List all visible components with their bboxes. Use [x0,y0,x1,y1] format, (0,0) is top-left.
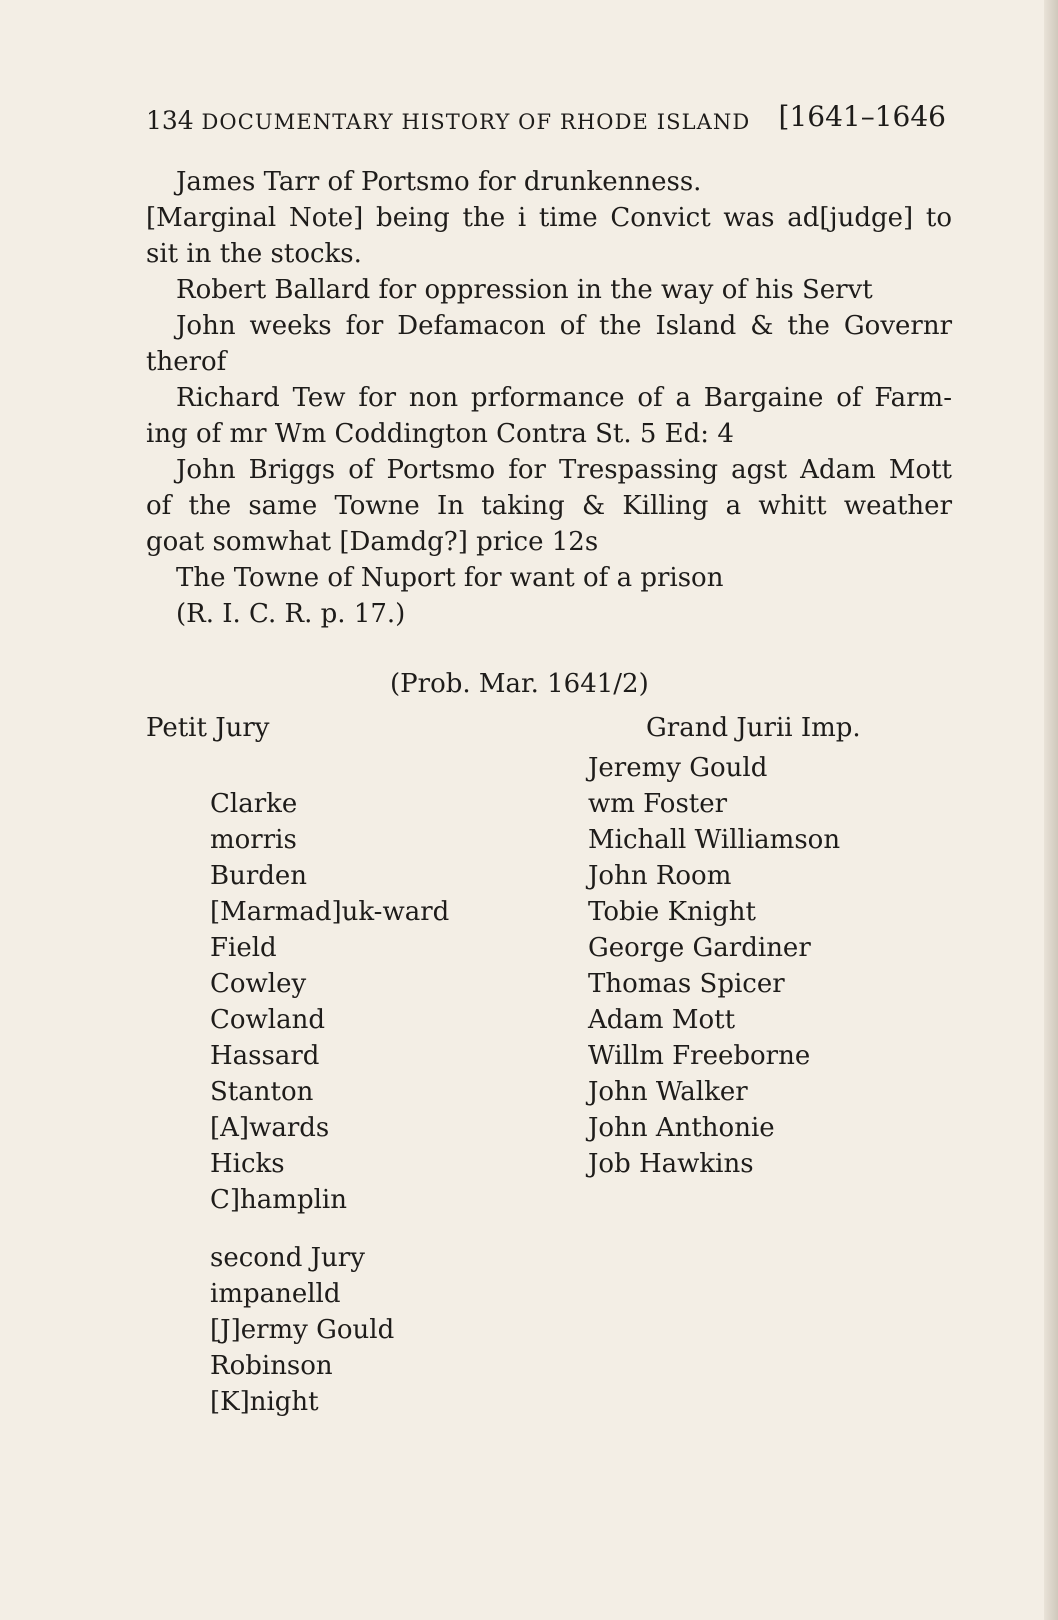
body-line-9: John Briggs of Portsmo for Trespassing agst Adam Mott [176,455,952,485]
list-item: John Room [588,861,732,891]
list-item: Willm Freeborne [588,1041,811,1071]
petit-jury-heading: Petit Jury [146,713,270,743]
list-item: George Gardiner [588,933,811,963]
list-item: second Jury [210,1243,365,1273]
body-line-1: James Tarr of Portsmo for drunkenness. [176,167,702,197]
list-item: [K]night [210,1387,319,1417]
page-edge-shadow [1044,0,1058,1620]
date-line: (Prob. Mar. 1641/2) [390,669,649,699]
list-item: Robinson [210,1351,333,1381]
list-item: Cowland [210,1005,326,1035]
list-item: Clarke [210,789,298,819]
list-item: Job Hawkins [588,1149,754,1179]
list-item: Adam Mott [588,1005,736,1035]
list-item: Stanton [210,1077,314,1107]
list-item: Hicks [210,1149,285,1179]
list-item: Tobie Knight [588,897,756,927]
list-item: impanelld [210,1279,341,1309]
list-item: Field [210,933,277,963]
list-item: [J]ermy Gould [210,1315,395,1345]
body-line-11: goat somwhat [Damdg?] price 12s [146,527,599,557]
citation: (R. I. C. R. p. 17.) [176,599,406,629]
petit-jury-list [210,0,570,1620]
header-date-range: [1641–1646 [778,100,946,133]
page-number: 134 [146,106,194,135]
list-item: Burden [210,861,308,891]
list-item: Thomas Spicer [588,969,785,999]
body-line-12: The Towne of Nuport for want of a prison [176,563,724,593]
list-item: wm Foster [588,789,728,819]
grand-jury-list [588,0,988,1620]
body-line-6: therof [146,347,227,377]
body-line-2: [Marginal Note] being the i time Convict was ad[judge] to [146,203,952,233]
list-item: C]hamplin [210,1185,347,1215]
list-item: Michall Williamson [588,825,841,855]
body-line-7: Richard Tew for non prformance of a Bargaine of Farm- [176,383,952,413]
list-item: Hassard [210,1041,320,1071]
list-item: John Walker [588,1077,748,1107]
body-line-5: John weeks for Defamacon of the Island & the Governr [176,311,952,341]
list-item: [A]wards [210,1113,330,1143]
list-item: Jeremy Gould [588,753,768,783]
body-line-10: of the same Towne In taking & Killing a whitt weather [146,491,952,521]
body-line-8: ing of mr Wm Coddington Contra St. 5 Ed: 4 [146,419,734,449]
body-line-3: sit in the stocks. [146,239,362,269]
list-item: John Anthonie [588,1113,775,1143]
header-title: DOCUMENTARY HISTORY OF RHODE ISLAND [201,110,751,134]
list-item: Cowley [210,969,307,999]
list-item: morris [210,825,297,855]
list-item: [Marmad]uk-ward [210,897,450,927]
grand-jury-heading: Grand Jurii Imp. [646,713,861,743]
body-line-4: Robert Ballard for oppression in the way of his Servt [176,275,873,305]
